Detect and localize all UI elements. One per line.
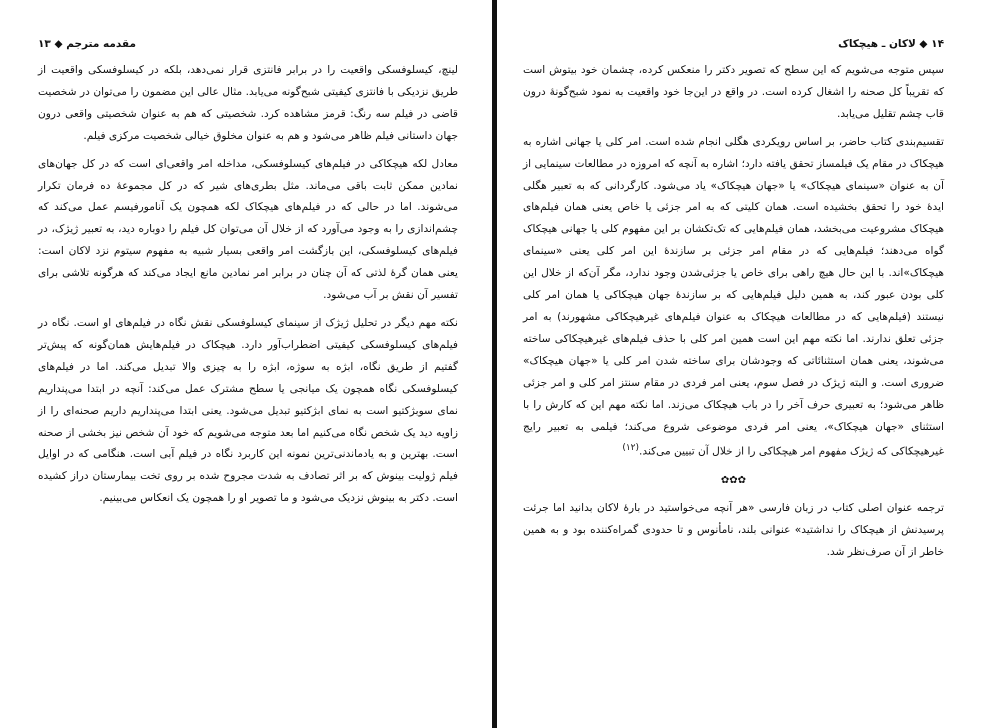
right-paragraph-2 (523, 132, 944, 464)
right-page-header: ۱۴ ◆ لاکان ـ هیچکاک (838, 38, 944, 50)
left-page (0, 0, 492, 728)
left-paragraph-1: لینچ، کیسلوفسکی واقعیت را در برابر فانتزی قرار نمی‌دهد، بلکه در کیسلوفسکی واقعیت از طریق نزدیکی با فانتزی کیفیتی شبح‌گونه می‌یابد. مثال عالی این مضمون را می‌توان در شخصیت قاضی در فیلم سه رنگ: قرمز مشاهده کرد. شخصیتی که هم به عنوان شخصیتی واقعی درون جهان داستانی فیلم ظاهر می‌شود و هم به عنوان مخلوق خیالی شخصیت مرکزی فیلم. (38, 64, 458, 142)
section-separator: ✿✿✿ (720, 474, 747, 486)
right-page (497, 0, 988, 728)
left-page-header: مقدمه مترجم ◆ ۱۳ (38, 38, 136, 50)
left-page-body (38, 60, 458, 516)
left-paragraph-3: نکته مهم دیگر در تحلیل ژیژک از سینمای کیسلوفسکی نقش نگاه در فیلم‌های او است. نگاه در فیلم‌های کیسلوفسکی کیفیتی اضطراب‌آور دارد. هیچکاک در فیلم‌هایش همان‌گونه که پیش‌تر گفتیم از طریق نگاه، ابژه به سوژه، ابژه را به چیزی والا تبدیل می‌کند. اما در فیلم‌های کیسلوفسکی نگاه همچون یک میانجی یا سطح مشترک عمل می‌کند: آنچه در ابتدا می‌پنداریم نمای سوبژکتیو است به نمای ابژکتیو تبدیل می‌شود. یعنی ابتدا می‌پنداریم داریم صحنه‌ای را از زاویه دید یک شخص نگاه می‌کنیم اما بعد متوجه می‌شویم که خود آن شخص نیز بخشی از صحنه است. بهترین و به یادماندنی‌ترین نمونه این کاربرد نگاه در فیلم آبی است. هنگامی که در اوایل فیلم ژولیت بینوش که بر اثر تصادف به شدت مجروح شده بر روی تخت بیمارستان دراز کشیده است. دکتر به بینوش نزدیک می‌شود و ما تصویر او را همچون یک انعکاس می‌بینیم. (38, 316, 458, 505)
left-paragraph-2: معادل لکه هیچکاکی در فیلم‌های کیسلوفسکی، مداخله امر واقعی‌ای است که در کل جهان‌های نمادین ممکن ثابت باقی می‌ماند. مثل بطری‌های شیر که در کل مجموعهٔ ده فرمان تکرار می‌شوند. اما در حالی که در فیلم‌های هیچکاک لکه همچون یک آنامورفیسم عمل می‌کند که چشم‌اندازی را به وجود می‌آورد که از خلال آن می‌توان کل فیلم را دوباره دید، به تعبیر ژیژک، در فیلم‌های کیسلوفسکی، این بازگشت امر واقعی بسیار شبیه به مفهوم سیتوم نزد لاکان است: یعنی همان گرهٔ لذتی که آن چنان در برابر امر نمادین مانع ایجاد می‌کند که هرگونه تلاشی برای تفسیر آن نقش بر آب می‌شود. (38, 157, 458, 302)
footnote-marker: (۱۲) (622, 443, 640, 454)
right-page-body (523, 60, 944, 569)
right-paragraph-3: ترجمه عنوان اصلی کتاب در زبان فارسی «هر آنچه می‌خواستید در بارهٔ لاکان بدانید اما جرئت پرسیدنش از هیچکاک را نداشتید» عنوانی بلند، نامأنوس و تا حدودی گمراه‌کننده بود و به همین خاطر از آن صرف‌نظر شد. (523, 501, 944, 558)
right-paragraph-1: سپس متوجه می‌شویم که این سطح که تصویر دکتر را منعکس کرده، چشمان خود بیتوش است که تقریباً کل صحنه را اشغال کرده است. در واقع در این‌جا خود واقعیت به نمود شبح‌گونهٔ درون قاب چشم تقلیل می‌یابد. (523, 64, 944, 120)
right-paragraph-2-text: تقسیم‌بندی کتاب حاضر، بر اساس رویکردی هگلی انجام شده است. امر کلی یا جهانی اشاره به هیچکاک در مقام یک فیلمساز تحقق یافته دارد؛ اشاره به آنچه که امروزه در مطالعات سینمایی از آن به عنوان «سینمای هیچکاک» یا «جهان هیچکاک» یاد می‌شود. کارگردانی که به تعبیر هگلی ایدهٔ خود را تحقق بخشیده است. همان کلیتی که به امر جزئی یا خاص یعنی همان فیلم‌های هیچکاک مشروعیت می‌بخشد، همان فیلم‌هایی که تک‌تکشان بر این مفهوم کلی یا جهانی هیچکاک گواه می‌دهند؛ فیلم‌هایی که در مقام امر جزئی بر سازندهٔ این امر کلی یعنی «سینمای هیچکاک»اند. با این حال هیچ راهی برای خاص یا جزئی‌شدن وجود ندارد، مگر آن‌که از خلال این کلی بودن عبور کند، به همین دلیل فیلم‌هایی که بر سازندهٔ جهان هیچکاکی یا همان امر کلی نیستند (فیلم‌هایی که در مطالعات هیچکاک به عنوان فیلم‌های غیرهیچکاکی مشهورند) به امر جزئی تعلق ندارند. اما نکته مهم این است همین امر کلی با حذف فیلم‌های غیرهیچکاکی ساخته می‌شوند، یعنی همان استثنائاتی که وجودشان برای ساخته شدن امر کلی یا «جهان هیچکاک» ضروری است. و البته ژیژک در فصل سوم، یعنی امر فردی در مقام سنتز امر کلی و امر جزئی ظاهر می‌شود؛ به تعبیری حرف آخر را در باب هیچکاک می‌زند. اما نکته مهم این که کارش را با استثنای «جهان هیچکاک»، یعنی امر فردی موضوعی شروع می‌کند؛ فیلمی به تعبیر رایج غیرهیچکاکی که ژیژک مفهوم امر هیچکاکی را از خلال آن تبیین می‌کند. (523, 135, 944, 458)
